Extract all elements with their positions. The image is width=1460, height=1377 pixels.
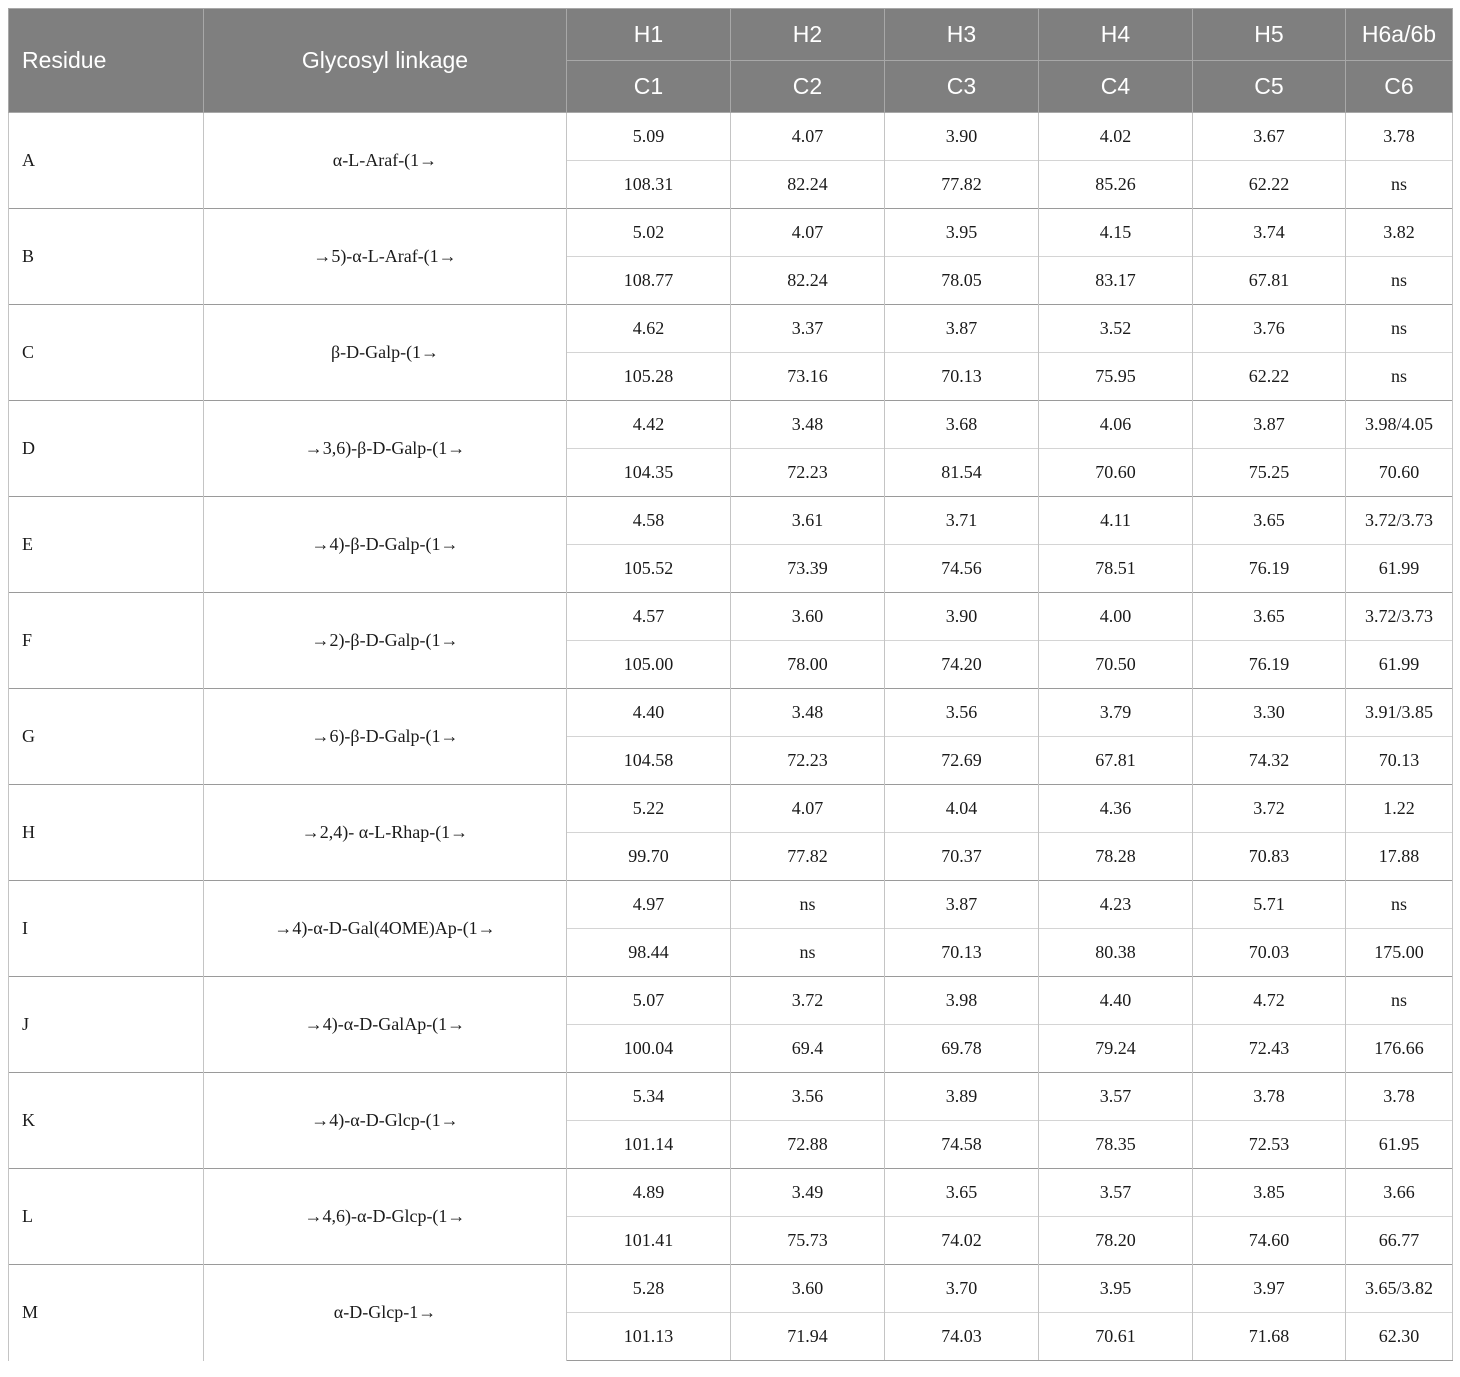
- c-shift-cell: 72.88: [731, 1121, 885, 1169]
- residue-cell: D: [9, 401, 204, 497]
- h-shift-cell: 4.42: [567, 401, 731, 449]
- c-shift-cell: 70.13: [1346, 737, 1453, 785]
- c-shift-cell: 78.35: [1039, 1121, 1193, 1169]
- c-shift-cell: 61.99: [1346, 545, 1453, 593]
- nmr-table-container: [8, 8, 1452, 1361]
- header-row-h: [9, 9, 1453, 61]
- h-shift-cell: 3.48: [731, 401, 885, 449]
- header-c5: C5: [1193, 61, 1346, 113]
- h-shift-cell: 4.23: [1039, 881, 1193, 929]
- linkage-cell: →2,4)- α-L-Rhap-(1→: [204, 785, 567, 881]
- h-shift-cell: 3.82: [1346, 209, 1453, 257]
- h-shift-cell: 4.07: [731, 785, 885, 833]
- c-shift-cell: 70.50: [1039, 641, 1193, 689]
- h-shift-cell: ns: [1346, 881, 1453, 929]
- h-shift-cell: 5.34: [567, 1073, 731, 1121]
- h-shift-cell: 3.90: [885, 113, 1039, 161]
- h-shift-cell: 3.87: [885, 305, 1039, 353]
- c-shift-cell: 70.13: [885, 353, 1039, 401]
- c-shift-cell: ns: [731, 929, 885, 977]
- h-shift-cell: 3.98/4.05: [1346, 401, 1453, 449]
- h-shift-cell: ns: [731, 881, 885, 929]
- linkage-cell: α-D-Glcp-1→: [204, 1265, 567, 1361]
- table-row-h: [9, 401, 1453, 449]
- c-shift-cell: 72.23: [731, 449, 885, 497]
- c-shift-cell: 62.30: [1346, 1313, 1453, 1361]
- h-shift-cell: 5.02: [567, 209, 731, 257]
- table-row-h: [9, 881, 1453, 929]
- h-shift-cell: 4.40: [1039, 977, 1193, 1025]
- c-shift-cell: 98.44: [567, 929, 731, 977]
- header-c6: C6: [1346, 61, 1453, 113]
- residue-cell: B: [9, 209, 204, 305]
- h-shift-cell: 3.57: [1039, 1073, 1193, 1121]
- nmr-shift-table: [8, 8, 1453, 1361]
- header-h6: H6a/6b: [1346, 9, 1453, 61]
- h-shift-cell: 3.71: [885, 497, 1039, 545]
- h-shift-cell: 3.48: [731, 689, 885, 737]
- c-shift-cell: 77.82: [731, 833, 885, 881]
- table-row-h: [9, 785, 1453, 833]
- c-shift-cell: 74.03: [885, 1313, 1039, 1361]
- c-shift-cell: 108.31: [567, 161, 731, 209]
- table-body: [9, 113, 1453, 1361]
- c-shift-cell: 70.83: [1193, 833, 1346, 881]
- h-shift-cell: 3.90: [885, 593, 1039, 641]
- c-shift-cell: 104.35: [567, 449, 731, 497]
- table-row-h: [9, 305, 1453, 353]
- h-shift-cell: 4.02: [1039, 113, 1193, 161]
- h-shift-cell: 4.15: [1039, 209, 1193, 257]
- c-shift-cell: 78.20: [1039, 1217, 1193, 1265]
- c-shift-cell: 176.66: [1346, 1025, 1453, 1073]
- linkage-cell: →3,6)-β-D-Galp-(1→: [204, 401, 567, 497]
- c-shift-cell: 83.17: [1039, 257, 1193, 305]
- c-shift-cell: 62.22: [1193, 161, 1346, 209]
- residue-cell: I: [9, 881, 204, 977]
- h-shift-cell: 3.95: [885, 209, 1039, 257]
- c-shift-cell: 72.69: [885, 737, 1039, 785]
- residue-cell: A: [9, 113, 204, 209]
- c-shift-cell: 82.24: [731, 161, 885, 209]
- h-shift-cell: 3.76: [1193, 305, 1346, 353]
- c-shift-cell: 70.03: [1193, 929, 1346, 977]
- c-shift-cell: 78.05: [885, 257, 1039, 305]
- c-shift-cell: 61.99: [1346, 641, 1453, 689]
- h-shift-cell: 3.61: [731, 497, 885, 545]
- residue-cell: M: [9, 1265, 204, 1361]
- residue-cell: C: [9, 305, 204, 401]
- c-shift-cell: 100.04: [567, 1025, 731, 1073]
- c-shift-cell: 74.60: [1193, 1217, 1346, 1265]
- c-shift-cell: 175.00: [1346, 929, 1453, 977]
- table-row-h: [9, 1073, 1453, 1121]
- header-c3: C3: [885, 61, 1039, 113]
- c-shift-cell: 67.81: [1193, 257, 1346, 305]
- linkage-cell: β-D-Galp-(1→: [204, 305, 567, 401]
- h-shift-cell: 4.06: [1039, 401, 1193, 449]
- h-shift-cell: 3.52: [1039, 305, 1193, 353]
- h-shift-cell: 4.97: [567, 881, 731, 929]
- residue-cell: L: [9, 1169, 204, 1265]
- h-shift-cell: 3.78: [1346, 113, 1453, 161]
- c-shift-cell: ns: [1346, 353, 1453, 401]
- c-shift-cell: 105.28: [567, 353, 731, 401]
- residue-cell: J: [9, 977, 204, 1073]
- h-shift-cell: 3.85: [1193, 1169, 1346, 1217]
- h-shift-cell: 3.78: [1193, 1073, 1346, 1121]
- h-shift-cell: 5.22: [567, 785, 731, 833]
- c-shift-cell: 101.13: [567, 1313, 731, 1361]
- header-h1: H1: [567, 9, 731, 61]
- linkage-cell: α-L-Araf-(1→: [204, 113, 567, 209]
- h-shift-cell: 3.89: [885, 1073, 1039, 1121]
- header-h3: H3: [885, 9, 1039, 61]
- h-shift-cell: 3.37: [731, 305, 885, 353]
- h-shift-cell: 4.57: [567, 593, 731, 641]
- h-shift-cell: 4.72: [1193, 977, 1346, 1025]
- c-shift-cell: ns: [1346, 257, 1453, 305]
- c-shift-cell: 71.94: [731, 1313, 885, 1361]
- c-shift-cell: 105.00: [567, 641, 731, 689]
- c-shift-cell: 70.37: [885, 833, 1039, 881]
- c-shift-cell: 74.02: [885, 1217, 1039, 1265]
- header-h5: H5: [1193, 9, 1346, 61]
- h-shift-cell: 3.87: [1193, 401, 1346, 449]
- c-shift-cell: 105.52: [567, 545, 731, 593]
- residue-cell: G: [9, 689, 204, 785]
- h-shift-cell: 4.00: [1039, 593, 1193, 641]
- h-shift-cell: 3.68: [885, 401, 1039, 449]
- h-shift-cell: 3.65/3.82: [1346, 1265, 1453, 1313]
- h-shift-cell: 4.11: [1039, 497, 1193, 545]
- c-shift-cell: 71.68: [1193, 1313, 1346, 1361]
- table-header: [9, 9, 1453, 113]
- header-c1: C1: [567, 61, 731, 113]
- table-row-h: [9, 593, 1453, 641]
- h-shift-cell: 5.07: [567, 977, 731, 1025]
- c-shift-cell: 80.38: [1039, 929, 1193, 977]
- c-shift-cell: ns: [1346, 161, 1453, 209]
- c-shift-cell: 82.24: [731, 257, 885, 305]
- h-shift-cell: 3.78: [1346, 1073, 1453, 1121]
- c-shift-cell: 77.82: [885, 161, 1039, 209]
- c-shift-cell: 69.78: [885, 1025, 1039, 1073]
- h-shift-cell: 3.60: [731, 1265, 885, 1313]
- c-shift-cell: 79.24: [1039, 1025, 1193, 1073]
- c-shift-cell: 108.77: [567, 257, 731, 305]
- linkage-cell: →4)-α-D-Glcp-(1→: [204, 1073, 567, 1169]
- h-shift-cell: 1.22: [1346, 785, 1453, 833]
- h-shift-cell: 3.91/3.85: [1346, 689, 1453, 737]
- h-shift-cell: 4.40: [567, 689, 731, 737]
- h-shift-cell: 3.72/3.73: [1346, 593, 1453, 641]
- table-row-h: [9, 497, 1453, 545]
- h-shift-cell: 3.74: [1193, 209, 1346, 257]
- c-shift-cell: 74.56: [885, 545, 1039, 593]
- h-shift-cell: 3.67: [1193, 113, 1346, 161]
- table-row-h: [9, 113, 1453, 161]
- c-shift-cell: 70.60: [1039, 449, 1193, 497]
- c-shift-cell: 72.53: [1193, 1121, 1346, 1169]
- c-shift-cell: 75.73: [731, 1217, 885, 1265]
- c-shift-cell: 66.77: [1346, 1217, 1453, 1265]
- c-shift-cell: 104.58: [567, 737, 731, 785]
- h-shift-cell: 4.07: [731, 209, 885, 257]
- h-shift-cell: 3.57: [1039, 1169, 1193, 1217]
- c-shift-cell: 76.19: [1193, 545, 1346, 593]
- c-shift-cell: 75.95: [1039, 353, 1193, 401]
- h-shift-cell: ns: [1346, 977, 1453, 1025]
- header-residue: Residue: [9, 9, 204, 113]
- linkage-cell: →5)-α-L-Araf-(1→: [204, 209, 567, 305]
- residue-cell: K: [9, 1073, 204, 1169]
- h-shift-cell: 3.98: [885, 977, 1039, 1025]
- h-shift-cell: 4.62: [567, 305, 731, 353]
- linkage-cell: →6)-β-D-Galp-(1→: [204, 689, 567, 785]
- c-shift-cell: 61.95: [1346, 1121, 1453, 1169]
- h-shift-cell: 3.65: [885, 1169, 1039, 1217]
- c-shift-cell: 69.4: [731, 1025, 885, 1073]
- c-shift-cell: 70.60: [1346, 449, 1453, 497]
- residue-cell: F: [9, 593, 204, 689]
- h-shift-cell: 3.66: [1346, 1169, 1453, 1217]
- c-shift-cell: 72.43: [1193, 1025, 1346, 1073]
- h-shift-cell: 5.71: [1193, 881, 1346, 929]
- h-shift-cell: 4.04: [885, 785, 1039, 833]
- header-c2: C2: [731, 61, 885, 113]
- h-shift-cell: 3.30: [1193, 689, 1346, 737]
- c-shift-cell: 99.70: [567, 833, 731, 881]
- h-shift-cell: 5.28: [567, 1265, 731, 1313]
- h-shift-cell: 4.58: [567, 497, 731, 545]
- table-row-h: [9, 689, 1453, 737]
- h-shift-cell: 3.49: [731, 1169, 885, 1217]
- table-row-h: [9, 209, 1453, 257]
- c-shift-cell: 70.13: [885, 929, 1039, 977]
- linkage-cell: →4)-α-D-Gal(4OME)Ap-(1→: [204, 881, 567, 977]
- table-row-h: [9, 977, 1453, 1025]
- c-shift-cell: 17.88: [1346, 833, 1453, 881]
- table-row-h: [9, 1169, 1453, 1217]
- h-shift-cell: 3.70: [885, 1265, 1039, 1313]
- c-shift-cell: 78.00: [731, 641, 885, 689]
- c-shift-cell: 74.58: [885, 1121, 1039, 1169]
- table-row-h: [9, 1265, 1453, 1313]
- h-shift-cell: 3.65: [1193, 593, 1346, 641]
- h-shift-cell: 3.72/3.73: [1346, 497, 1453, 545]
- h-shift-cell: 5.09: [567, 113, 731, 161]
- linkage-cell: →4)-β-D-Galp-(1→: [204, 497, 567, 593]
- h-shift-cell: 3.97: [1193, 1265, 1346, 1313]
- c-shift-cell: 78.51: [1039, 545, 1193, 593]
- h-shift-cell: 4.36: [1039, 785, 1193, 833]
- c-shift-cell: 75.25: [1193, 449, 1346, 497]
- h-shift-cell: 3.72: [1193, 785, 1346, 833]
- c-shift-cell: 81.54: [885, 449, 1039, 497]
- c-shift-cell: 73.39: [731, 545, 885, 593]
- c-shift-cell: 76.19: [1193, 641, 1346, 689]
- h-shift-cell: 3.60: [731, 593, 885, 641]
- c-shift-cell: 73.16: [731, 353, 885, 401]
- c-shift-cell: 74.32: [1193, 737, 1346, 785]
- linkage-cell: →4,6)-α-D-Glcp-(1→: [204, 1169, 567, 1265]
- c-shift-cell: 62.22: [1193, 353, 1346, 401]
- c-shift-cell: 74.20: [885, 641, 1039, 689]
- residue-cell: E: [9, 497, 204, 593]
- header-h4: H4: [1039, 9, 1193, 61]
- h-shift-cell: 4.89: [567, 1169, 731, 1217]
- c-shift-cell: 101.14: [567, 1121, 731, 1169]
- linkage-cell: →2)-β-D-Galp-(1→: [204, 593, 567, 689]
- h-shift-cell: ns: [1346, 305, 1453, 353]
- h-shift-cell: 3.56: [885, 689, 1039, 737]
- header-linkage: Glycosyl linkage: [204, 9, 567, 113]
- c-shift-cell: 67.81: [1039, 737, 1193, 785]
- linkage-cell: →4)-α-D-GalAp-(1→: [204, 977, 567, 1073]
- c-shift-cell: 70.61: [1039, 1313, 1193, 1361]
- h-shift-cell: 3.56: [731, 1073, 885, 1121]
- h-shift-cell: 3.72: [731, 977, 885, 1025]
- c-shift-cell: 78.28: [1039, 833, 1193, 881]
- h-shift-cell: 4.07: [731, 113, 885, 161]
- header-h2: H2: [731, 9, 885, 61]
- residue-cell: H: [9, 785, 204, 881]
- c-shift-cell: 72.23: [731, 737, 885, 785]
- c-shift-cell: 85.26: [1039, 161, 1193, 209]
- h-shift-cell: 3.95: [1039, 1265, 1193, 1313]
- c-shift-cell: 101.41: [567, 1217, 731, 1265]
- h-shift-cell: 3.87: [885, 881, 1039, 929]
- h-shift-cell: 3.65: [1193, 497, 1346, 545]
- h-shift-cell: 3.79: [1039, 689, 1193, 737]
- header-c4: C4: [1039, 61, 1193, 113]
